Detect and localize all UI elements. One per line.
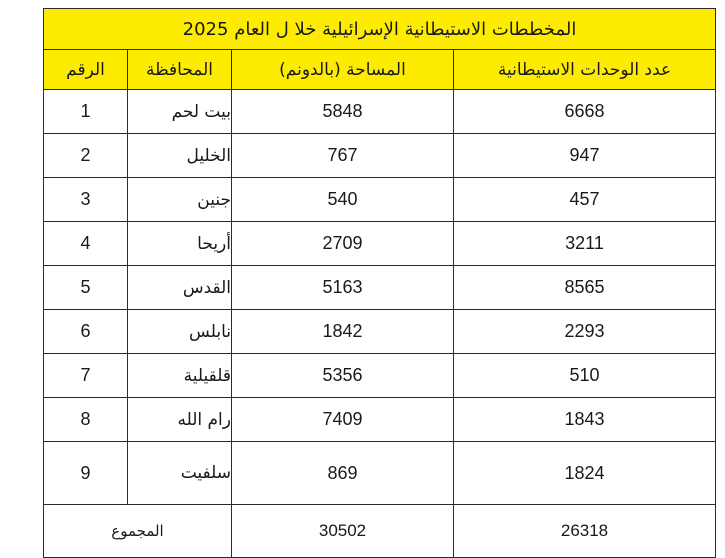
cell-area: 767	[232, 134, 454, 178]
table-row	[44, 90, 716, 134]
cell-area: 2709	[232, 222, 454, 266]
cell-governorate: بيت لحم	[128, 90, 232, 134]
header-number: الرقم	[44, 50, 128, 90]
cell-number: 3	[44, 178, 128, 222]
table-row	[44, 398, 716, 442]
cell-number: 2	[44, 134, 128, 178]
cell-area: 869	[232, 442, 454, 505]
cell-governorate: القدس	[128, 266, 232, 310]
table-title-row	[44, 9, 716, 50]
cell-number: 1	[44, 90, 128, 134]
table-row	[44, 442, 716, 505]
table-row	[44, 266, 716, 310]
total-area: 30502	[232, 505, 454, 558]
header-governorate: المحافظة	[128, 50, 232, 90]
cell-units: 2293	[454, 310, 716, 354]
table-row	[44, 310, 716, 354]
table-title: المخططات الاستيطانية الإسرائيلية خلا ل العام 2025	[44, 9, 716, 50]
settlement-plans-table	[43, 8, 716, 558]
cell-units: 6668	[454, 90, 716, 134]
cell-governorate: جنين	[128, 178, 232, 222]
cell-area: 5356	[232, 354, 454, 398]
cell-units: 8565	[454, 266, 716, 310]
cell-units: 457	[454, 178, 716, 222]
cell-governorate: الخليل	[128, 134, 232, 178]
cell-governorate: رام الله	[128, 398, 232, 442]
header-units: عدد الوحدات الاستيطانية	[454, 50, 716, 90]
cell-governorate: قلقيلية	[128, 354, 232, 398]
cell-governorate: نابلس	[128, 310, 232, 354]
cell-governorate: أريحا	[128, 222, 232, 266]
cell-area: 1842	[232, 310, 454, 354]
cell-number: 4	[44, 222, 128, 266]
table-row	[44, 178, 716, 222]
cell-units: 947	[454, 134, 716, 178]
cell-units: 3211	[454, 222, 716, 266]
total-units: 26318	[454, 505, 716, 558]
cell-number: 7	[44, 354, 128, 398]
total-row	[44, 505, 716, 558]
total-label: المجموع	[44, 505, 232, 558]
cell-units: 1824	[454, 442, 716, 505]
cell-area: 540	[232, 178, 454, 222]
cell-number: 8	[44, 398, 128, 442]
cell-number: 5	[44, 266, 128, 310]
cell-units: 510	[454, 354, 716, 398]
table-row	[44, 134, 716, 178]
table-row	[44, 222, 716, 266]
cell-area: 7409	[232, 398, 454, 442]
cell-units: 1843	[454, 398, 716, 442]
header-area: المساحة (بالدونم)	[232, 50, 454, 90]
cell-number: 6	[44, 310, 128, 354]
cell-governorate: سلفيت	[128, 442, 232, 505]
cell-area: 5848	[232, 90, 454, 134]
table-row	[44, 354, 716, 398]
cell-number: 9	[44, 442, 128, 505]
table-header-row	[44, 50, 716, 90]
cell-area: 5163	[232, 266, 454, 310]
